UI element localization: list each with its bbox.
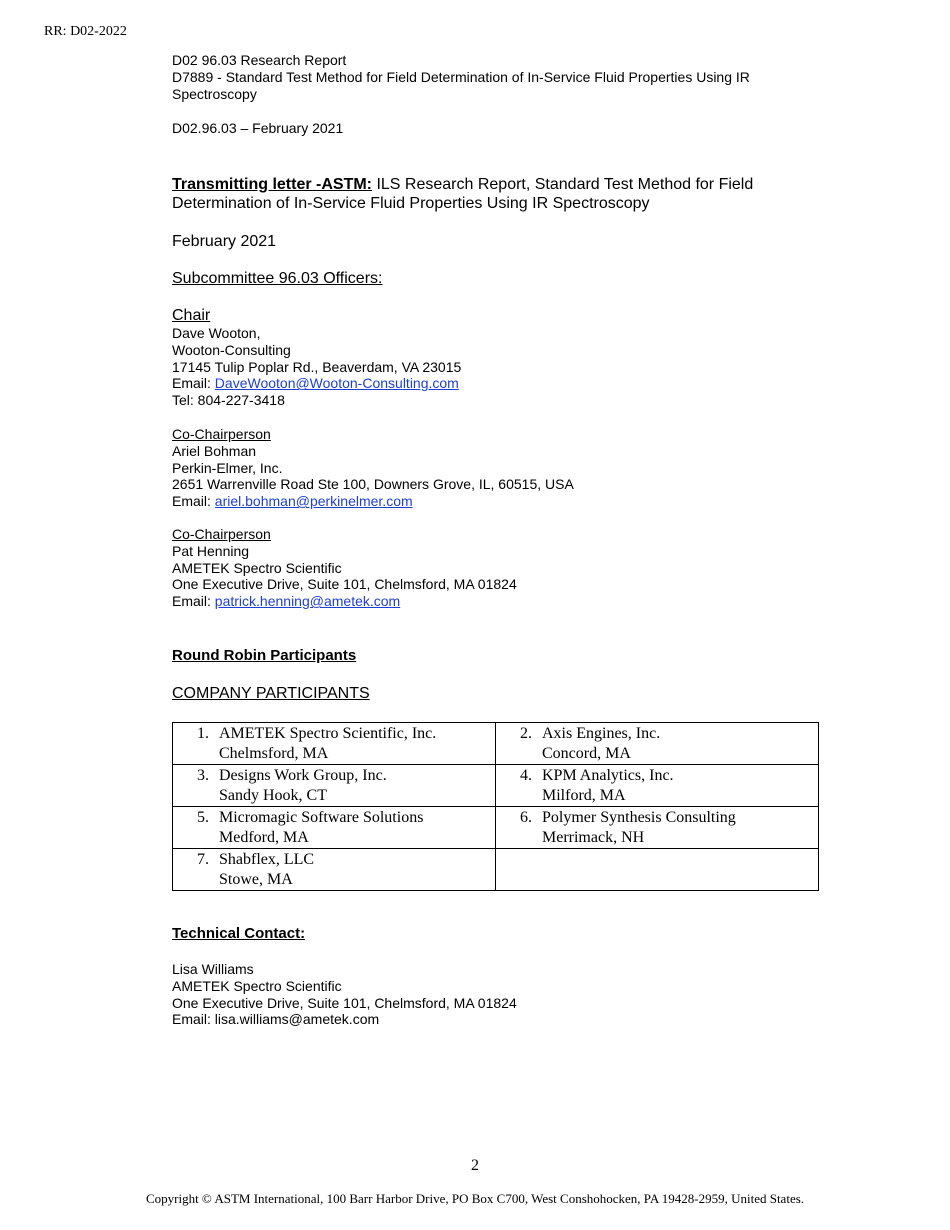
participant-number: 4. [520, 767, 532, 784]
participant-name: Designs Work Group, Inc. [219, 767, 387, 784]
participant-name: Micromagic Software Solutions [219, 809, 424, 826]
officer-tel: Tel: 804-227-3418 [172, 392, 285, 409]
participant-cell [496, 765, 819, 807]
running-header: RR: D02-2022 [44, 24, 127, 39]
officer-org: AMETEK Spectro Scientific [172, 559, 342, 576]
officer-org: Perkin-Elmer, Inc. [172, 459, 283, 476]
participant-location: Merrimack, NH [542, 829, 645, 846]
officer-role: Co-Chairperson [172, 426, 271, 442]
transmitting-lead: Transmitting letter -ASTM: [172, 176, 373, 193]
transmitting-letter [172, 175, 812, 213]
officer-org: Wooton-Consulting [172, 341, 291, 358]
officer-email-link[interactable]: patrick.henning@ametek.com [214, 593, 401, 610]
officer-email-line [172, 493, 574, 510]
participant-location: Milford, MA [542, 787, 626, 804]
participant-number: 6. [520, 809, 532, 826]
contact-email: Email: lisa.williams@ametek.com [172, 1011, 380, 1028]
copyright-footer: Copyright © ASTM International, 100 Barr Harbor Drive, PO Box C700, West Conshohocken, PA 19428-2959, United States. [145, 1191, 805, 1206]
contact-org: AMETEK Spectro Scientific [172, 977, 342, 994]
report-header [172, 52, 812, 103]
report-date: D02.96.03 – February 2021 [172, 120, 344, 136]
participant-cell [173, 807, 496, 849]
participant-location: Stowe, MA [219, 871, 293, 888]
participant-cell [173, 849, 496, 891]
officer-name: Dave Wooton, [172, 325, 261, 341]
participant-number: 1. [197, 725, 209, 742]
participant-name: KPM Analytics, Inc. [542, 767, 674, 784]
officer-role: Chair [172, 307, 211, 324]
officer-email-link[interactable]: ariel.bohman@perkinelmer.com [214, 493, 413, 510]
table-row [173, 765, 819, 807]
participant-number: 2. [520, 725, 532, 742]
participant-cell [173, 765, 496, 807]
officer-role: Co-Chairperson [172, 526, 271, 542]
company-participants-heading: COMPANY PARTICIPANTS [172, 685, 370, 702]
officer-chair [172, 306, 461, 409]
page-number: 2 [471, 1157, 479, 1174]
table-row [173, 723, 819, 765]
letter-date: February 2021 [172, 233, 277, 250]
report-header-line1: D02 96.03 Research Report [172, 52, 347, 68]
officer-name: Pat Henning [172, 542, 250, 559]
participant-location: Sandy Hook, CT [219, 787, 327, 804]
participant-name: Shabflex, LLC [219, 851, 315, 868]
participants-table [172, 722, 819, 891]
participant-cell [496, 723, 819, 765]
contact-address: One Executive Drive, Suite 101, Chelmsford, MA 01824 [172, 994, 517, 1011]
officer-cochair-1 [172, 426, 574, 510]
participant-location: Medford, MA [219, 829, 309, 846]
round-robin-heading: Round Robin Participants [172, 647, 357, 664]
technical-contact-heading: Technical Contact: [172, 925, 306, 942]
email-label: Email: [172, 593, 215, 610]
officer-email-line [172, 375, 461, 392]
participant-location: Chelmsford, MA [219, 745, 329, 762]
officer-email-link[interactable]: DaveWooton@Wooton-Consulting.com [214, 375, 459, 392]
participant-number: 3. [197, 767, 209, 784]
email-label: Email: [172, 493, 215, 510]
technical-contact [172, 961, 517, 1028]
report-header-line2: D7889 - Standard Test Method for Field Determination of In-Service Fluid Properties Using IR Spectroscopy [172, 69, 750, 102]
participant-cell [496, 807, 819, 849]
participant-number: 5. [197, 809, 209, 826]
officer-email-line [172, 593, 517, 610]
officer-address: 2651 Warrenville Road Ste 100, Downers Grove, IL, 60515, USA [172, 476, 574, 493]
participant-name: Polymer Synthesis Consulting [542, 809, 736, 826]
officer-cochair-2 [172, 526, 517, 610]
participant-name: Axis Engines, Inc. [542, 725, 661, 742]
contact-name: Lisa Williams [172, 961, 254, 977]
empty-cell [496, 849, 819, 891]
email-label: Email: [172, 375, 215, 392]
transmitting-text: ILS Research Report, Standard Test Method for Field Determination of In-Service Fluid Properties Using IR Spectroscopy [172, 176, 754, 212]
subcommittee-heading: Subcommittee 96.03 Officers: [172, 270, 383, 287]
table-row [173, 807, 819, 849]
table-row [173, 849, 819, 891]
officer-address: One Executive Drive, Suite 101, Chelmsford, MA 01824 [172, 576, 517, 593]
participant-location: Concord, MA [542, 745, 631, 762]
participant-number: 7. [197, 851, 209, 868]
participant-name: AMETEK Spectro Scientific, Inc. [219, 725, 437, 742]
participant-cell [173, 723, 496, 765]
officer-address: 17145 Tulip Poplar Rd., Beaverdam, VA 23015 [172, 358, 462, 375]
officer-name: Ariel Bohman [172, 442, 257, 459]
